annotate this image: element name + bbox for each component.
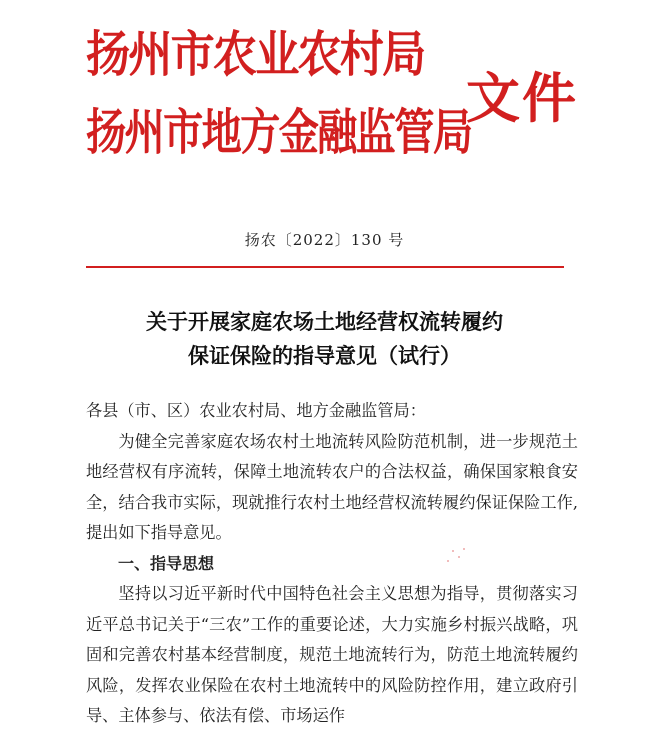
section-1-heading: 一、指导思想 [118,553,215,573]
title-line-2: 保证保险的指导意见（试行） [188,344,461,368]
document-body [86,396,578,732]
document-header [86,22,578,182]
file-label: 文件 [466,67,578,130]
issuing-org-1: 扬州市农业农村局 [86,26,425,83]
header-divider [86,266,564,268]
salutation: 各县（市、区）农业农村局、地方金融监管局： [86,401,426,420]
title-line-1: 关于开展家庭农场土地经营权流转履约 [146,310,503,334]
intro-paragraph: 为健全完善家庭农场农村土地流转风险防范机制，进一步规范土地经营权有序流转，保障土地流转农户的合法权益，确保国家粮食安全，结合我市实际，现就推行农村土地经营权流转履约保证保险工作,提出如下指导意见。 [86,431,578,542]
seal-speck [452,550,454,552]
seal-speck [463,548,465,550]
document-title [0,305,649,373]
issuing-org-2: 扬州市地方金融监管局 [86,104,472,161]
seal-speck [458,556,460,558]
seal-speck [447,560,449,562]
section-1-paragraph: 坚持以习近平新时代中国特色社会主义思想为指导，贯彻落实习近平总书记关于“三农”工作的重要论述，大力实施乡村振兴战略，巩固和完善农村基本经营制度，规范土地流转行为，防范土地流转履约风险，发挥农业保险在农村土地流转中的风险防控作用，建立政府引导、主体参与、依法有偿、市场运作 [86,584,578,725]
document-number: 扬农〔2022〕130 号 [244,231,405,249]
